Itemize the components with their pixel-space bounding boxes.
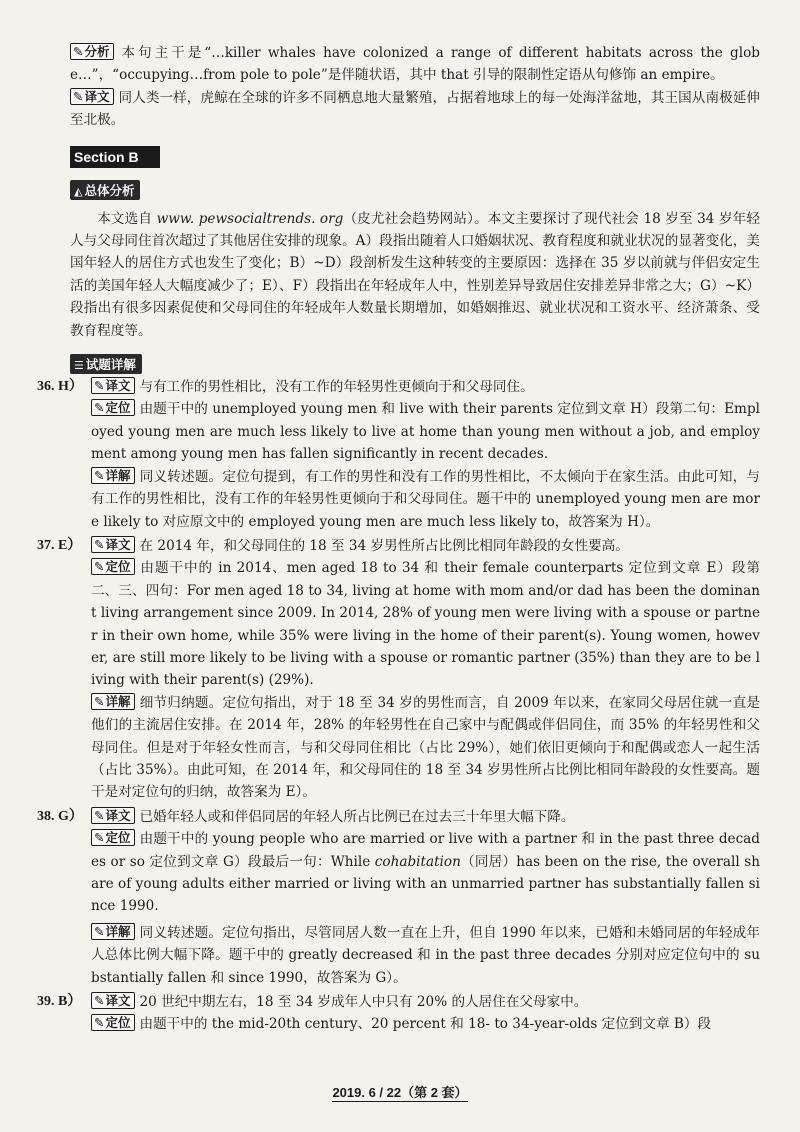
locate-tag: ✎定位 (91, 829, 135, 846)
pen-icon: ✎ (73, 88, 84, 104)
pen-icon: ✎ (94, 467, 105, 483)
locate-tag: ✎定位 (91, 1014, 135, 1031)
pen-icon: ✎ (94, 830, 105, 846)
translation-tag: ✎译文 (91, 992, 135, 1009)
section-title: Section B (70, 146, 160, 168)
locate-tag: ✎定位 (91, 558, 135, 575)
question-number: 38. G） (37, 808, 83, 824)
translation-tag: ✎译文 (91, 807, 135, 824)
question-number: 39. B） (37, 994, 82, 1010)
page-content (37, 42, 761, 1036)
overview-paragraph: 本文选自 www. pewsocialtrends. org（皮尤社会趋势网站）。本文主要探讨了现代社会 18 岁至 34 岁年轻人与父母同住首次超过了其他居住安排的现象。A）段指出随着人口婚姻状况、教育程度和就业状况的显著变化，美国年轻人的居住方式也发生了变化；B）~D）段剖析发生这种转变的主要原因：选择在 35 岁以前就与伴侣安定生活的美国年轻人大幅度减少了；E）、F）段指出在年轻成年人中，性别差异导致居住安排差异非常之大；G）~K）段指出有很多因素促使和父母同住的年轻成年人数量长期增加，如婚姻推迟、就业状况和工资水平、经济萧条、受教育程度等。 (70, 210, 761, 339)
translation-tag: ✎译文 (91, 377, 135, 394)
question-39: 39. B） ✎译文 20 世纪中期左右，18 至 34 岁成年人中只有 20% 的人居住在父母家中。 ✎定位 由题干中的 the mid-20th century、20 percent 和 18- to 34-year-olds 定位到文章 B）段 (70, 991, 760, 1036)
translation-paragraph: ✎译文 同人类一样，虎鲸在全球的许多不同栖息地大量繁殖，占据着地球上的每一处海洋盆地，其王国从南极延伸至北极。 (70, 88, 760, 129)
question-number: 37. E） (37, 537, 82, 553)
source-website: www. pewsocialtrends. org (156, 210, 344, 227)
page-footer: 2019. 6 / 22（第 2 套） (332, 1085, 468, 1100)
overview-icon: ◭ (74, 184, 83, 198)
question-37: 37. E） ✎译文 在 2014 年，和父母同住的 18 至 34 岁男性所占比例比相同年龄段的女性要高。 ✎定位 由题干中的 in 2014、men aged 18 to 34 和 their female counterparts 定位到文章 E）段第二、三、四句：For men aged 18 to 34, living at home with mom and/or dad has been the dominant living arrangement since 2009. In 2014, 28% of young men were living with a spouse or partner in their own home, while 35% were living in the home of their parent(s). Young women, however, are still more likely to be living with a spouse or romantic partner (35%) than they are to be living with their parent(s) (29%). ✎详解 细节归纳题。定位句指出，对于 18 至 34 岁的男性而言，自 2009 年以来，在家同父母居住就一直是他们的主流居住安排。在 2014 年，28% 的年轻男性在自己家中与配偶或伴侣同住，而 35% 的年轻男性和父母同住。但是对于年轻女性而言，与和父母同住相比（占比 29%），她们依旧更倾向于和配偶或恋人一起生活（占比 35%）。由此可知，在 2014 年，和父母同住的 18 至 34 岁男性所占比例比相同年龄段的女性要高。题干是对定位句的归纳，故答案为 E）。 (70, 535, 760, 804)
analysis-paragraph: ✎分析 本句主干是“…killer whales have colonized a range of different habitats across the globe…”，“occupying…from pole to pole”是伴随状语，其中 that 引导的限制性定语从句修饰 an empire。 (70, 44, 760, 84)
pen-icon: ✎ (94, 378, 105, 394)
pen-icon: ✎ (94, 536, 105, 552)
detail-tag: ✎详解 (91, 923, 135, 940)
list-icon: ☰ (74, 359, 84, 373)
pen-icon: ✎ (94, 1015, 105, 1031)
question-36: 36. H） ✎译文 与有工作的男性相比，没有工作的年轻男性更倾向于和父母同住。 ✎定位 由题干中的 unemployed young men 和 live with their parents 定位到文章 H）段第二句：Employed young men are much less likely to live at home than young men without a job, and employment among young men has fallen significantly in recent decades. ✎详解 同义转述题。定位句提到，有工作的男性和没有工作的男性相比，不太倾向于在家生活。由此可知，与有工作的男性相比，没有工作的年轻男性更倾向于和父母同住。题干中的 unemployed young men are more likely to 对应原文中的 employed young men are much less likely to，故答案为 H）。 (70, 376, 760, 533)
pen-icon: ✎ (94, 559, 105, 575)
overview-label: ◭ 总体分析 (70, 180, 140, 200)
pen-icon: ✎ (94, 807, 105, 823)
detail-tag: ✎详解 (91, 467, 135, 484)
pen-icon: ✎ (94, 993, 105, 1009)
pen-icon: ✎ (94, 400, 105, 416)
detail-tag: ✎详解 (91, 693, 135, 710)
translation-tag: ✎译文 (70, 88, 114, 105)
pen-icon: ✎ (94, 923, 105, 939)
pen-icon: ✎ (94, 693, 105, 709)
details-label: ☰ 试题详解 (70, 354, 142, 374)
analysis-tag: ✎分析 (70, 43, 114, 60)
pen-icon: ✎ (73, 44, 84, 59)
translation-tag: ✎译文 (91, 536, 135, 553)
locate-tag: ✎定位 (91, 399, 135, 416)
question-38: 38. G） ✎译文 已婚年轻人或和伴侣同居的年轻人所占比例已在过去三十年里大幅下降。 ✎定位 由题干中的 young people who are married or live with a partner 和 in the past three decades or so 定位到文章 G）段最后一句：While cohabitation（同居）has been on the rise, the overall share of young adults either married or living with an unmarried partner has substantially fallen since 1990. ✎详解 同义转述题。定位句指出，尽管同居人数一直在上升，但自 1990 年以来，已婚和未婚同居的年轻成年人总体比例大幅下降。题干中的 greatly decreased 和 in the past three decades 分别对应定位句中的 substantially fallen 和 since 1990，故答案为 G）。 (70, 806, 760, 989)
question-number: 36. H） (37, 379, 83, 395)
